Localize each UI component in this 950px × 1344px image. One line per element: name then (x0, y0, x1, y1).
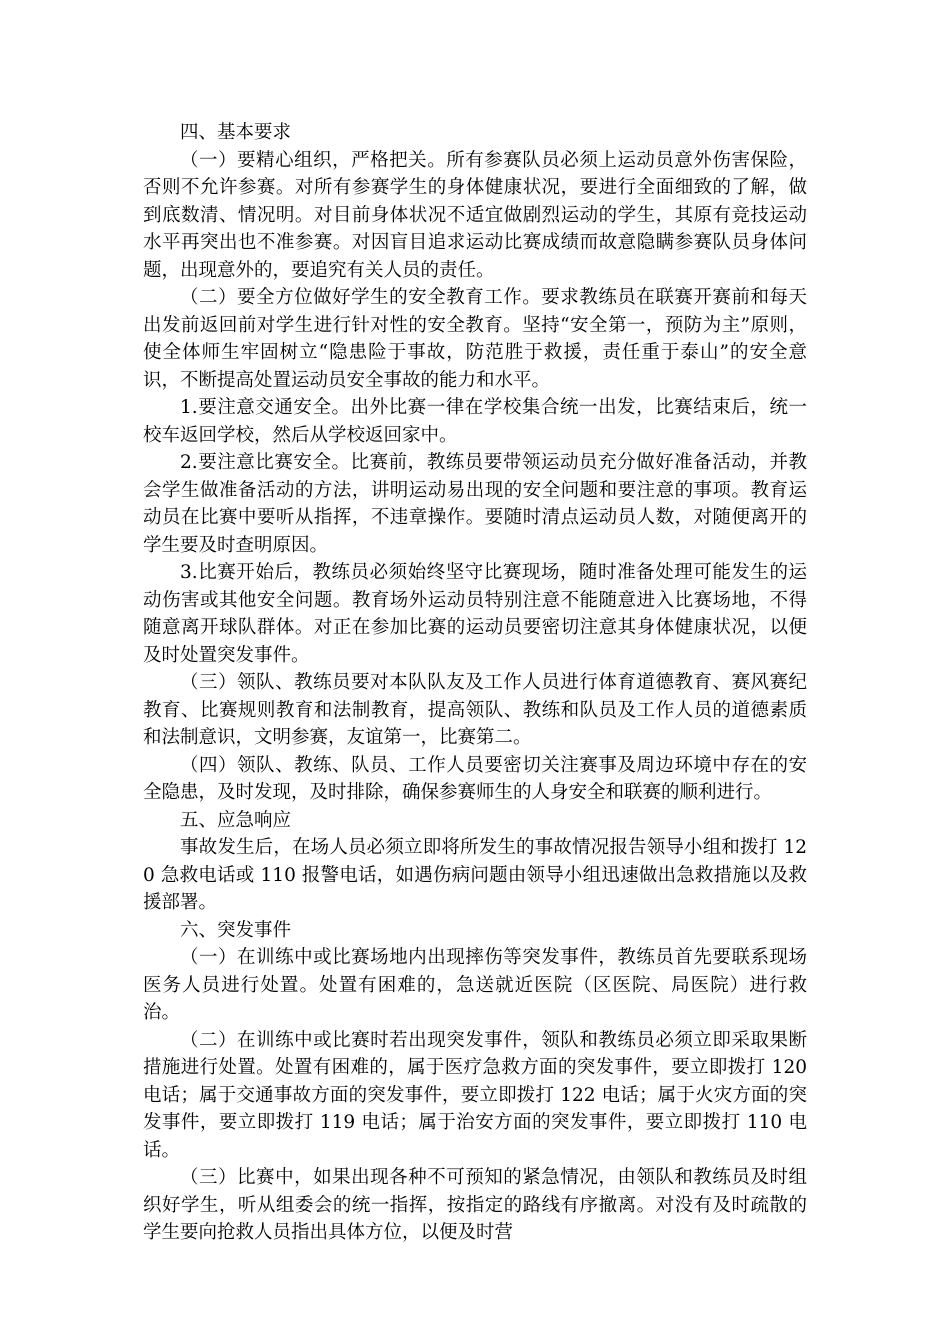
paragraph-hazard-attention: （四）领队、教练、队员、工作人员要密切关注赛事及周边环境中存在的安全隐患，及时发现，及时排除，确保参赛师生的人身安全和联赛的顺利进行。 (143, 754, 807, 803)
paragraph-on-site-duty: 3.比赛开始后，教练员必须始终坚守比赛现场，随时准备处理可能发生的运动伤害或其他安全问题。教育场外运动员特别注意不能随意进入比赛场地，不得随意离开球队群体。对正在参加比赛的运动员要密切注意其身体健康状况，以便及时处置突发事件。 (143, 562, 807, 666)
paragraph-ethics-education: （三）领队、教练员要对本队队友及工作人员进行体育道德教育、赛风赛纪教育、比赛规则教育和法制教育，提高领队、教练和队员及工作人员的道德素质和法制意识，文明参赛，友谊第一，比赛第二。 (143, 672, 807, 748)
paragraph-competition-safety: 2.要注意比赛安全。比赛前，教练员要带领运动员充分做好准备活动，并教会学生做准备活动的方法，讲明运动易出现的安全问题和要注意的事项。教育运动员在比赛中要听从指挥，不违章操作。要随时清点运动员人数，对随便离开的学生要及时查明原因。 (143, 452, 807, 556)
paragraph-injury-handling: （一）在训练中或比赛场地内出现摔伤等突发事件，教练员首先要联系现场医务人员进行处置。处置有困难的，急送就近医院（区医院、局医院）进行救治。 (143, 947, 807, 1023)
paragraph-emergency-calls: （二）在训练中或比赛时若出现突发事件，领队和教练员必须立即采取果断措施进行处置。处置有困难的，属于医疗急救方面的突发事件，要立即拨打 120 电话；属于交通事故方面的突发事件，要立即拨打 122 电话；属于火灾方面的突发事件，要立即拨打 119 电话；属于治安方面的突发事件，要立即拨打 110 电话。 (143, 1029, 807, 1161)
paragraph-safety-education: （二）要全方位做好学生的安全教育工作。要求教练员在联赛开赛前和每天出发前返回前对学生进行针对性的安全教育。坚持“安全第一，预防为主”原则，使全体师生牢固树立“隐患险于事故，防范胜于救援，责任重于泰山”的安全意识，不断提高处置运动员安全事故的能力和水平。 (143, 287, 807, 391)
section-heading-emergency-response: 五、应急响应 (180, 809, 292, 831)
paragraph-organization: （一）要精心组织，严格把关。所有参赛队员必须上运动员意外伤害保险，否则不允许参赛。对所有参赛学生的身体健康状况，要进行全面细致的了解，做到底数清、情况明。对目前身体状况不适宜做剧烈运动的学生，其原有竞技运动水平再突出也不准参赛。对因盲目追求运动比赛成绩而故意隐瞒参赛队员身体问题，出现意外的，要追究有关人员的责任。 (143, 149, 807, 281)
section-heading-basic-requirements: 四、基本要求 (180, 122, 292, 143)
section-heading-incidents: 六、突发事件 (180, 919, 292, 941)
document-body (143, 119, 807, 1247)
paragraph-evacuation: （三）比赛中，如果出现各种不可预知的紧急情况，由领队和教练员及时组织好学生，听从组委会的统一指挥，按指定的路线有序撤离。对没有及时疏散的学生要向抢救人员指出具体方位，以便及时营 (143, 1167, 807, 1243)
paragraph-traffic-safety: 1.要注意交通安全。出外比赛一律在学校集合统一出发，比赛结束后，统一校车返回学校，然后从学校返回家中。 (143, 397, 807, 446)
paragraph-emergency-report: 事故发生后，在场人员必须立即将所发生的事故情况报告领导小组和拨打 120 急救电话或 110 报警电话，如遇伤病问题由领导小组迅速做出急救措施以及救援部署。 (143, 837, 807, 913)
